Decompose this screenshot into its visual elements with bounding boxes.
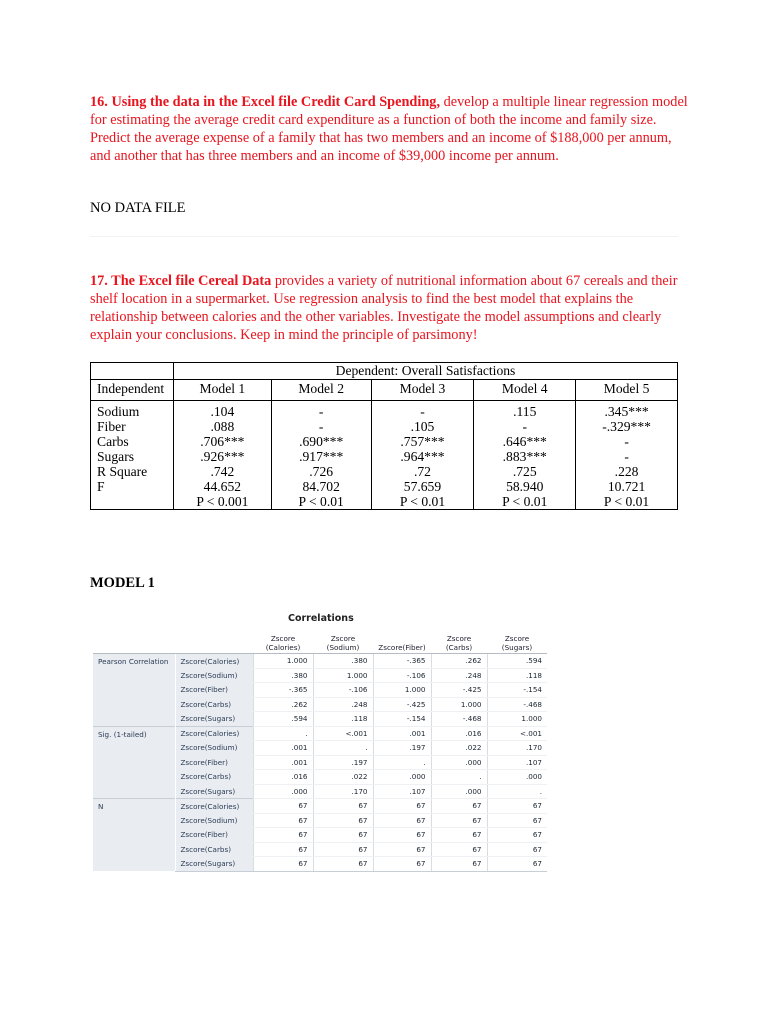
corr-value: -.365 [373, 654, 431, 669]
corr-value: 67 [431, 842, 487, 857]
corr-value: 67 [431, 828, 487, 843]
f-value: 44.652 [203, 479, 242, 494]
table-corner [91, 363, 174, 380]
corr-value: -.154 [373, 712, 431, 727]
corr-value: .197 [373, 741, 431, 756]
corr-value: 1.000 [373, 683, 431, 698]
corr-value: 67 [313, 842, 373, 857]
corr-value: 67 [431, 799, 487, 814]
corr-value: -.468 [487, 697, 547, 712]
row-label: R Square [91, 464, 174, 479]
corr-value: .118 [487, 668, 547, 683]
corr-row-label: Zscore(Carbs) [175, 697, 253, 712]
corr-value: <.001 [487, 726, 547, 741]
coefficient-cell: .690*** [271, 434, 371, 449]
corr-value: 1.000 [313, 668, 373, 683]
corr-column-header: Zscore (Sodium) [313, 628, 373, 654]
corr-value: 67 [313, 828, 373, 843]
corr-value: .022 [431, 741, 487, 756]
corr-value: . [313, 741, 373, 756]
corr-value: 67 [487, 842, 547, 857]
corr-corner-2 [175, 628, 253, 654]
regression-row [91, 449, 678, 464]
corr-row-label: Zscore(Sugars) [175, 857, 253, 872]
corr-column-header: Zscore (Carbs) [431, 628, 487, 654]
f-value: 57.659 [403, 479, 442, 494]
corr-value: .118 [313, 712, 373, 727]
corr-value: 67 [487, 813, 547, 828]
corr-value: 67 [431, 813, 487, 828]
corr-value: 67 [313, 857, 373, 872]
coefficient-cell: .757*** [371, 434, 474, 449]
f-cell [371, 479, 474, 510]
corr-row-label: Zscore(Fiber) [175, 755, 253, 770]
regression-row [91, 464, 678, 479]
question-17-lead: 17. The Excel file Cereal Data [90, 273, 272, 289]
corr-value: 67 [313, 799, 373, 814]
corr-value: .380 [313, 654, 373, 669]
coefficient-cell: .105 [371, 419, 474, 434]
coefficient-cell: .115 [474, 401, 576, 420]
model-header-1: Model 1 [173, 380, 271, 401]
corr-value: .000 [373, 770, 431, 785]
corr-value: .248 [313, 697, 373, 712]
row-label: Sugars [91, 449, 174, 464]
corr-section-label: N [93, 799, 175, 872]
corr-value: 67 [373, 799, 431, 814]
corr-row-label: Zscore(Sugars) [175, 712, 253, 727]
corr-value: 1.000 [253, 654, 313, 669]
coefficient-cell: .742 [173, 464, 271, 479]
coefficient-cell: .917*** [271, 449, 371, 464]
corr-row [93, 799, 547, 814]
coefficient-cell: .726 [271, 464, 371, 479]
question-16-lead: 16. Using the data in the Excel file Credit Card Spending, [90, 94, 441, 110]
corr-value: .000 [487, 770, 547, 785]
corr-row-label: Zscore(Sugars) [175, 784, 253, 799]
corr-value: -.425 [373, 697, 431, 712]
corr-value: . [373, 755, 431, 770]
model-header-2: Model 2 [271, 380, 371, 401]
corr-value: -.425 [431, 683, 487, 698]
f-value: 58.940 [506, 479, 544, 494]
corr-value: .197 [313, 755, 373, 770]
corr-value: .000 [253, 784, 313, 799]
corr-value: 67 [253, 799, 313, 814]
corr-column-header: Zscore (Calories) [253, 628, 313, 654]
p-value: P < 0.01 [603, 494, 650, 509]
coefficient-cell: - [576, 434, 678, 449]
regression-row [91, 419, 678, 434]
coefficient-cell: .964*** [371, 449, 474, 464]
model-header-3: Model 3 [371, 380, 474, 401]
p-value: P < 0.01 [298, 494, 344, 509]
model-header-5: Model 5 [576, 380, 678, 401]
corr-value: <.001 [313, 726, 373, 741]
corr-value: .262 [253, 697, 313, 712]
independent-header: Independent [91, 380, 174, 401]
corr-value: .000 [431, 784, 487, 799]
regression-row [91, 434, 678, 449]
corr-value: 1.000 [431, 697, 487, 712]
corr-value: .170 [487, 741, 547, 756]
coefficient-cell: .104 [173, 401, 271, 420]
corr-value: 67 [253, 828, 313, 843]
corr-row-label: Zscore(Sodium) [175, 668, 253, 683]
corr-value: .380 [253, 668, 313, 683]
corr-column-header: Zscore (Sugars) [487, 628, 547, 654]
corr-value: . [487, 784, 547, 799]
corr-row-label: Zscore(Calories) [175, 799, 253, 814]
p-value: P < 0.01 [502, 494, 548, 509]
f-cell [474, 479, 576, 510]
f-cell [173, 479, 271, 510]
corr-value: -.468 [431, 712, 487, 727]
coefficient-cell: .926*** [173, 449, 271, 464]
corr-row-label: Zscore(Fiber) [175, 828, 253, 843]
correlations-title: Correlations [288, 613, 354, 624]
corr-value: .170 [313, 784, 373, 799]
corr-value: 67 [373, 813, 431, 828]
coefficient-cell: - [474, 419, 576, 434]
f-cell [576, 479, 678, 510]
corr-value: .016 [431, 726, 487, 741]
corr-value: . [431, 770, 487, 785]
corr-value: 67 [487, 857, 547, 872]
question-16 [90, 93, 690, 165]
corr-value: 67 [253, 813, 313, 828]
corr-column-header: Zscore(Fiber) [373, 628, 431, 654]
corr-row-label: Zscore(Carbs) [175, 770, 253, 785]
section-divider [90, 236, 678, 237]
row-label: Fiber [91, 419, 174, 434]
coefficient-cell: .883*** [474, 449, 576, 464]
coefficient-cell: .646*** [474, 434, 576, 449]
corr-section-label: Sig. (1-tailed) [93, 726, 175, 799]
corr-row-label: Zscore(Calories) [175, 726, 253, 741]
corr-value: 1.000 [487, 712, 547, 727]
row-label: Carbs [91, 434, 174, 449]
corr-row-label: Zscore(Sodium) [175, 741, 253, 756]
corr-value: .001 [253, 755, 313, 770]
corr-value: .016 [253, 770, 313, 785]
corr-row-label: Zscore(Sodium) [175, 813, 253, 828]
corr-value: .107 [487, 755, 547, 770]
corr-value: .000 [431, 755, 487, 770]
coefficient-cell: - [271, 401, 371, 420]
corr-value: .001 [253, 741, 313, 756]
f-cell [271, 479, 371, 510]
corr-value: 67 [431, 857, 487, 872]
no-data-note: NO DATA FILE [90, 200, 186, 216]
f-value: 84.702 [302, 479, 340, 494]
corr-value: 67 [373, 842, 431, 857]
corr-value: .022 [313, 770, 373, 785]
corr-value: 67 [253, 857, 313, 872]
coefficient-cell: .706*** [173, 434, 271, 449]
regression-row [91, 401, 678, 420]
corr-section-label: Pearson Correlation [93, 654, 175, 727]
row-label: Sodium [91, 401, 174, 420]
corr-row-label: Zscore(Fiber) [175, 683, 253, 698]
corr-value: 67 [373, 828, 431, 843]
p-value: P < 0.001 [196, 494, 249, 509]
corr-value: .262 [431, 654, 487, 669]
coefficient-cell: .725 [474, 464, 576, 479]
corr-value: .594 [487, 654, 547, 669]
corr-value: 67 [487, 828, 547, 843]
question-17-text: provides a variety of nutritional information about 67 cereals and their shelf location in a supermarket. Use regression analysis to find the best model that explains the relationship between calories and the other variables. Investigate the model assumptions and clearly explain your conclusions. Keep in mind the principle of parsimony! [90, 273, 678, 343]
corr-value: 67 [253, 842, 313, 857]
corr-row-label: Zscore(Carbs) [175, 842, 253, 857]
f-statistic-row [91, 479, 678, 510]
regression-table [90, 362, 678, 510]
corr-value: .594 [253, 712, 313, 727]
p-value: P < 0.01 [399, 494, 446, 509]
coefficient-cell: .345*** [576, 401, 678, 420]
coefficient-cell: .228 [576, 464, 678, 479]
corr-corner [93, 628, 175, 654]
coefficient-cell: -.329*** [576, 419, 678, 434]
correlations-table [93, 628, 547, 872]
corr-value: -.106 [313, 683, 373, 698]
model-header-4: Model 4 [474, 380, 576, 401]
corr-value: .001 [373, 726, 431, 741]
f-value: 10.721 [607, 479, 646, 494]
question-16-text: develop a multiple linear regression model for estimating the average credit card expenditure as a function of both the income and family size. Predict the average expense of a family that has two members and an income of $188,000 per annum, and another that has three members and an income of $39,000 income per annum. [90, 94, 688, 164]
coefficient-cell: .088 [173, 419, 271, 434]
corr-value: 67 [313, 813, 373, 828]
corr-value: 67 [487, 799, 547, 814]
corr-value: .248 [431, 668, 487, 683]
corr-value: . [253, 726, 313, 741]
corr-value: -.154 [487, 683, 547, 698]
coefficient-cell: .72 [371, 464, 474, 479]
coefficient-cell: - [576, 449, 678, 464]
corr-row [93, 726, 547, 741]
dependent-header: Dependent: Overall Satisfactions [173, 363, 677, 380]
question-17 [90, 272, 690, 344]
corr-value: .107 [373, 784, 431, 799]
corr-row [93, 654, 547, 669]
corr-value: 67 [373, 857, 431, 872]
corr-row-label: Zscore(Calories) [175, 654, 253, 669]
row-label: F [91, 479, 174, 510]
model-1-heading: MODEL 1 [90, 575, 155, 591]
corr-value: -.365 [253, 683, 313, 698]
coefficient-cell: - [271, 419, 371, 434]
coefficient-cell: - [371, 401, 474, 420]
corr-value: -.106 [373, 668, 431, 683]
